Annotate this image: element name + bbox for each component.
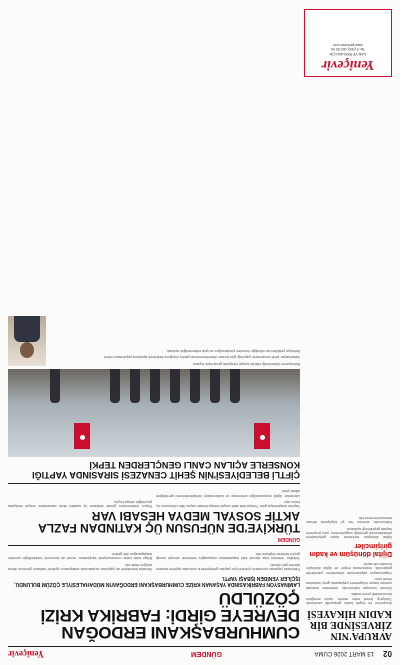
article-paragraph: Uzmanlar, dijital okuryazarlığın artırılması ve kullanıcıların bilinçlendirilmesi gerektiğine dikkat çekti.	[156, 489, 300, 498]
side-paragraph: Katılımcılar, zirvenin her yıl büyüyerek devam etmesini temenni etti.	[306, 515, 392, 525]
side-paragraph: Avrupa'nın en büyük kadın girişimcilik zirvesinde Türkiye'yi temsil eden isimler, kadın emeğinin ekonomideki yerini anlattı.	[306, 592, 392, 605]
person-figure	[190, 369, 200, 403]
ad-line: İLAN VE REKLAM İÇİN	[329, 52, 367, 56]
section-label: GÜNDEM	[190, 650, 222, 657]
section2-columns	[8, 487, 300, 509]
article-paragraph: Rapor, kullanıcıların günde ortalama üç saatten fazla zamanlarını sosyal medyada geçirdiğini ortaya koydu.	[8, 499, 152, 509]
issue-date: 13 MART 2026 CUMA	[314, 650, 374, 656]
side-article-title: AVRUPA'NIN ZİRVESİNDE BİR KADIN HİKAYESİ	[307, 608, 392, 641]
person-figure	[230, 369, 240, 403]
ad-brand-logo: Yeniçevir	[321, 57, 375, 72]
page-header	[8, 646, 392, 659]
article-col	[156, 549, 300, 571]
header-logo: Yeniçevir	[8, 649, 44, 659]
group-photo	[8, 369, 300, 457]
divider	[8, 545, 300, 546]
article-paragraph: Bölge halkı kararı memnuniyetle karşılarken, esnaf da ekonomik hareketliliğin yeniden başlayacağını dile getirdi.	[8, 551, 152, 561]
side-paragraph: Dijital dönüşüm sürecinde kadın girişimcilerin desteklenmesi gerektiği vurgulanırken, yeni projelerin hayata geçirileceği açıklandı.	[306, 526, 392, 540]
section3-body	[8, 349, 300, 366]
article-paragraph: Vatandaşlar, şehit cenazesinin yapıldığı gün konser düzenlenmesinin yanlış olduğunu belirterek açıklama yapılmasını istedi.	[103, 355, 300, 360]
article-paragraph: Yetkililer, üretimin kısa sürede eski kapasitesine ulaşacağını belirterek süreçte emeği geçen herkese teşekkür etti.	[156, 551, 300, 561]
main-column	[8, 9, 300, 641]
page-number: 02	[383, 649, 392, 658]
person-figure	[210, 369, 220, 403]
ad-line: www.yenicevir.com	[333, 43, 363, 47]
article-paragraph: Fabrikada yaşanan sorunların çözümü için yapılan görüşmelerin ardından işçilerin tamamı işlerine geri döndü.	[156, 562, 300, 571]
person-figure	[170, 369, 180, 403]
portrait-photo	[8, 316, 46, 366]
article-col	[8, 549, 152, 571]
section3-headline: ÇİFTLİ BELEDİYESİ'NİN ŞEHİT CENAZESİ SIRASINDA YAPTIĞI KONSERLE AÇILAN CANLI GENÇLERDEN TEPKİ	[32, 459, 300, 480]
person-figure	[130, 369, 140, 403]
person-figure	[150, 369, 160, 403]
side-paragraph: Organizasyon kapsamında düzenlenen panellerde girişimcilik, finansmana erişim ve dijital dönüşüm konuları ele alındı.	[306, 561, 392, 575]
section2-headline: TÜRKİYE'DE NÜFUSUN ÜÇ KATINDAN FAZLA AKTİF SOSYAL MEDYA HESABI VAR	[38, 509, 300, 536]
left-column	[306, 9, 392, 641]
article-col	[156, 487, 300, 509]
flag-icon	[254, 423, 270, 449]
divider	[8, 483, 300, 484]
main-headline: CUMHURBAŞKANI ERDOĞAN DEVREYE GİRDİ: FABRİKA KRİZİ ÇÖZÜLDÜ	[40, 589, 300, 642]
portrait-body	[14, 316, 40, 342]
section2-kicker: GÜNDEM	[277, 536, 300, 543]
main-subhead: LAMİNASYON FABRİKASINDA YAŞANAN KRİZE CUMHURBAŞKANI ERDOĞAN'IN MÜDAHALESİYLE ÇÖZÜM BULUNDU, İŞÇİLER YENİDEN İŞBAŞI YAPTI.	[14, 575, 300, 587]
flag-icon	[74, 423, 90, 449]
article-paragraph: Belediye yetkilileri ise etkinliğin önceden planlandığını ve iptal edilemediğini açıkladı.	[165, 348, 300, 353]
person-figure	[50, 369, 60, 403]
main-article-columns	[8, 549, 300, 571]
side-paragraph: Zirvede konuşan katılımcılar, üretimden ihracata uzanan başarı hikayelerini paylaşarak genç kadınlara örnek oldu.	[306, 576, 392, 590]
article-paragraph: Belediyenin düzenlediği etkinlik sosyal medyada geniş tepki topladı.	[192, 361, 300, 366]
article-paragraph: Yapılan araştırmaya göre Türkiye'deki aktif sosyal medya hesabı sayısı ülke nüfusunun üç katını aştı.	[156, 499, 300, 509]
article-paragraph: Sendika temsilcileri de yaptıkları açıklamada anlaşmanın işçilerin haklarını güvence altına aldığını ifade etti.	[8, 562, 152, 571]
portrait-head	[20, 342, 34, 358]
side-subtitle: Dijital dönüşüm ve kadın girişimciler	[309, 542, 392, 558]
advertisement-box	[304, 9, 392, 77]
article-col	[8, 487, 152, 509]
person-figure	[110, 369, 120, 403]
ad-line: Tel: 0 (000) 000 00 00	[330, 47, 366, 52]
